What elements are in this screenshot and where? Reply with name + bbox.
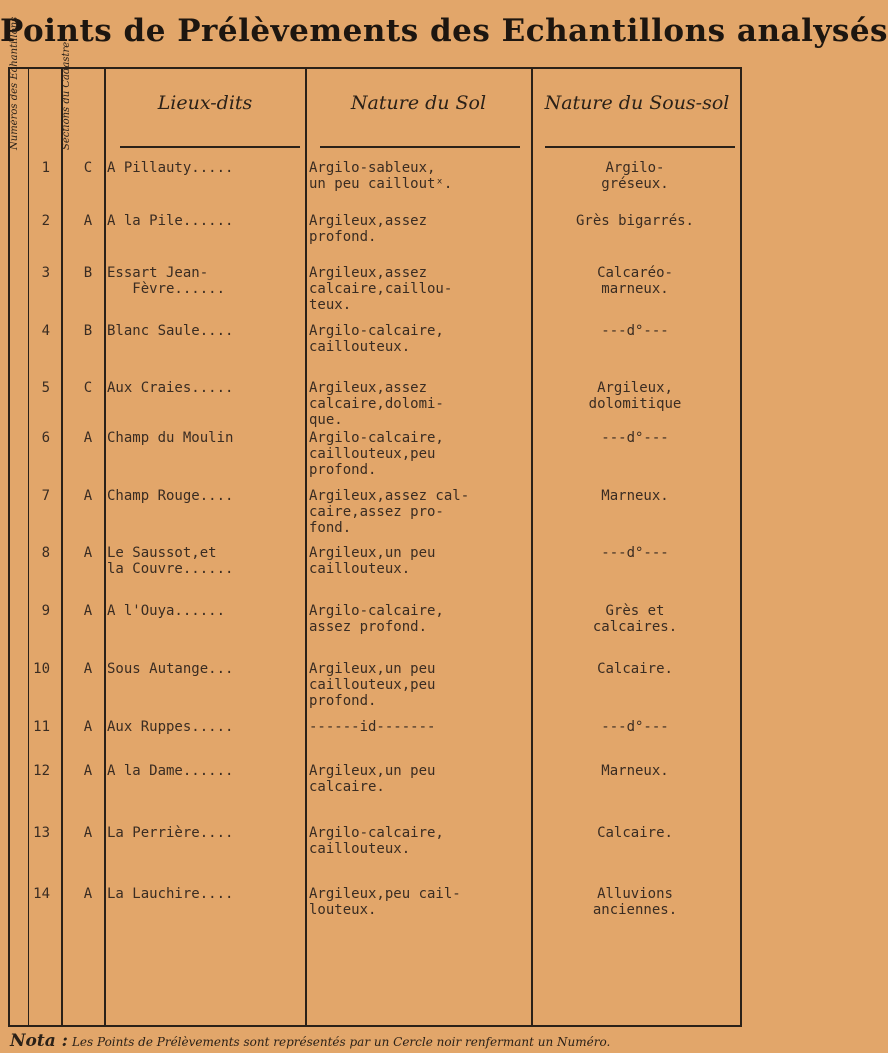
lieu-dit: La Perrière.... bbox=[107, 825, 234, 841]
subsoil-nature: Grès et calcaires. bbox=[592, 603, 678, 635]
soil-nature: Argilo-calcaire, caillouteux,peu profond. bbox=[309, 430, 444, 478]
subsoil-nature: Grès bigarrés. bbox=[575, 213, 694, 229]
subsoil-nature: Marneux. bbox=[601, 763, 669, 779]
cadastre-section: A bbox=[83, 545, 93, 561]
sample-number: 12 bbox=[33, 763, 50, 779]
subsoil-nature: ---d°--- bbox=[601, 323, 669, 339]
column-divider bbox=[305, 67, 307, 1027]
header-nature-du-sol: Nature du Sol bbox=[350, 92, 487, 114]
cadastre-section: B bbox=[83, 265, 93, 281]
subsoil-nature: Alluvions anciennes. bbox=[592, 886, 678, 918]
soil-nature: ------id------- bbox=[309, 719, 436, 735]
sample-number: 14 bbox=[33, 886, 50, 902]
soil-nature: Argileux,assez cal- caire,assez pro- fond. bbox=[309, 488, 470, 536]
header-underline bbox=[120, 146, 300, 148]
sample-number: 11 bbox=[33, 719, 50, 735]
sample-number: 6 bbox=[41, 430, 50, 446]
soil-nature: Argileux,un peu caillouteux,peu profond. bbox=[309, 661, 436, 709]
header-underline bbox=[320, 146, 520, 148]
cadastre-section: A bbox=[83, 763, 93, 779]
soil-nature: Argileux,assez profond. bbox=[309, 213, 428, 245]
cadastre-section: C bbox=[83, 380, 93, 396]
sample-number: 5 bbox=[41, 380, 50, 396]
cadastre-section: A bbox=[83, 430, 93, 446]
soil-nature: Argileux,assez calcaire,dolomi- que. bbox=[309, 380, 444, 428]
sample-number: 4 bbox=[41, 323, 50, 339]
lieu-dit: Champ Rouge.... bbox=[107, 488, 234, 504]
cadastre-section: A bbox=[83, 488, 93, 504]
footnote-label: Nota : bbox=[10, 1031, 68, 1051]
header-lieux-dits: Lieux-dits bbox=[157, 92, 253, 114]
sample-number: 8 bbox=[41, 545, 50, 561]
sample-number: 1 bbox=[41, 160, 50, 176]
lieu-dit: Champ du Moulin bbox=[107, 430, 234, 446]
sample-number: 9 bbox=[41, 603, 50, 619]
lieu-dit: Essart Jean- Fèvre...... bbox=[107, 265, 226, 297]
soil-nature: Argileux,peu cail- louteux. bbox=[309, 886, 461, 918]
subsoil-nature: Calcaire. bbox=[597, 825, 673, 841]
subsoil-nature: Calcaire. bbox=[597, 661, 673, 677]
column-divider bbox=[531, 67, 533, 1027]
soil-nature: Argilo-sableux, un peu cailloutˣ. bbox=[309, 160, 453, 192]
soil-nature: Argileux,un peu caillouteux. bbox=[309, 545, 436, 577]
lieu-dit: Sous Autange... bbox=[107, 661, 234, 677]
lieu-dit: A la Dame...... bbox=[107, 763, 234, 779]
lieu-dit: Le Saussot,et la Couvre...... bbox=[107, 545, 234, 577]
cadastre-section: A bbox=[83, 886, 93, 902]
lieu-dit: Blanc Saule.... bbox=[107, 323, 234, 339]
footnote-text: Les Points de Prélèvements sont représentés par un Cercle noir renfermant un Numéro. bbox=[71, 1035, 611, 1049]
subsoil-nature: ---d°--- bbox=[601, 719, 669, 735]
cadastre-section: A bbox=[83, 719, 93, 735]
header-numeros: Numéros des Echantillons bbox=[9, 16, 20, 150]
subsoil-nature: ---d°--- bbox=[601, 430, 669, 446]
lieu-dit: A l'Ouya...... bbox=[107, 603, 226, 619]
cadastre-section: A bbox=[83, 661, 93, 677]
subsoil-nature: ---d°--- bbox=[601, 545, 669, 561]
lieu-dit: A Pillauty..... bbox=[107, 160, 234, 176]
lieu-dit: Aux Craies..... bbox=[107, 380, 234, 396]
soil-nature: Argilo-calcaire, caillouteux. bbox=[309, 825, 444, 857]
cadastre-section: B bbox=[83, 323, 93, 339]
page-title: Points de Prélèvements des Echantillons analysés bbox=[0, 13, 888, 49]
sample-number: 10 bbox=[33, 661, 50, 677]
soil-nature: Argileux,assez calcaire,caillou- teux. bbox=[309, 265, 453, 313]
column-divider bbox=[61, 67, 63, 1027]
cadastre-section: C bbox=[83, 160, 93, 176]
subsoil-nature: Marneux. bbox=[601, 488, 669, 504]
subsoil-nature: Argileux, dolomitique bbox=[588, 380, 682, 412]
header-nature-du-sous-sol: Nature du Sous-sol bbox=[544, 92, 730, 114]
lieu-dit: La Lauchire.... bbox=[107, 886, 234, 902]
lieu-dit: A la Pile...... bbox=[107, 213, 234, 229]
cadastre-section: A bbox=[83, 825, 93, 841]
soil-nature: Argilo-calcaire, assez profond. bbox=[309, 603, 444, 635]
footnote bbox=[10, 1030, 755, 1052]
sample-number: 7 bbox=[41, 488, 50, 504]
cadastre-section: A bbox=[83, 213, 93, 229]
sample-number: 13 bbox=[33, 825, 50, 841]
column-divider bbox=[104, 67, 106, 1027]
soil-nature: Argileux,un peu calcaire. bbox=[309, 763, 436, 795]
sample-number: 2 bbox=[41, 213, 50, 229]
sample-number: 3 bbox=[41, 265, 50, 281]
soil-nature: Argilo-calcaire, caillouteux. bbox=[309, 323, 444, 355]
header-underline bbox=[545, 146, 735, 148]
subsoil-nature: Calcaréo- marneux. bbox=[597, 265, 673, 297]
cadastre-section: A bbox=[83, 603, 93, 619]
lieu-dit: Aux Ruppes..... bbox=[107, 719, 234, 735]
subsoil-nature: Argilo- gréseux. bbox=[601, 160, 669, 192]
header-sections: Sections du Cadastre bbox=[61, 41, 72, 150]
